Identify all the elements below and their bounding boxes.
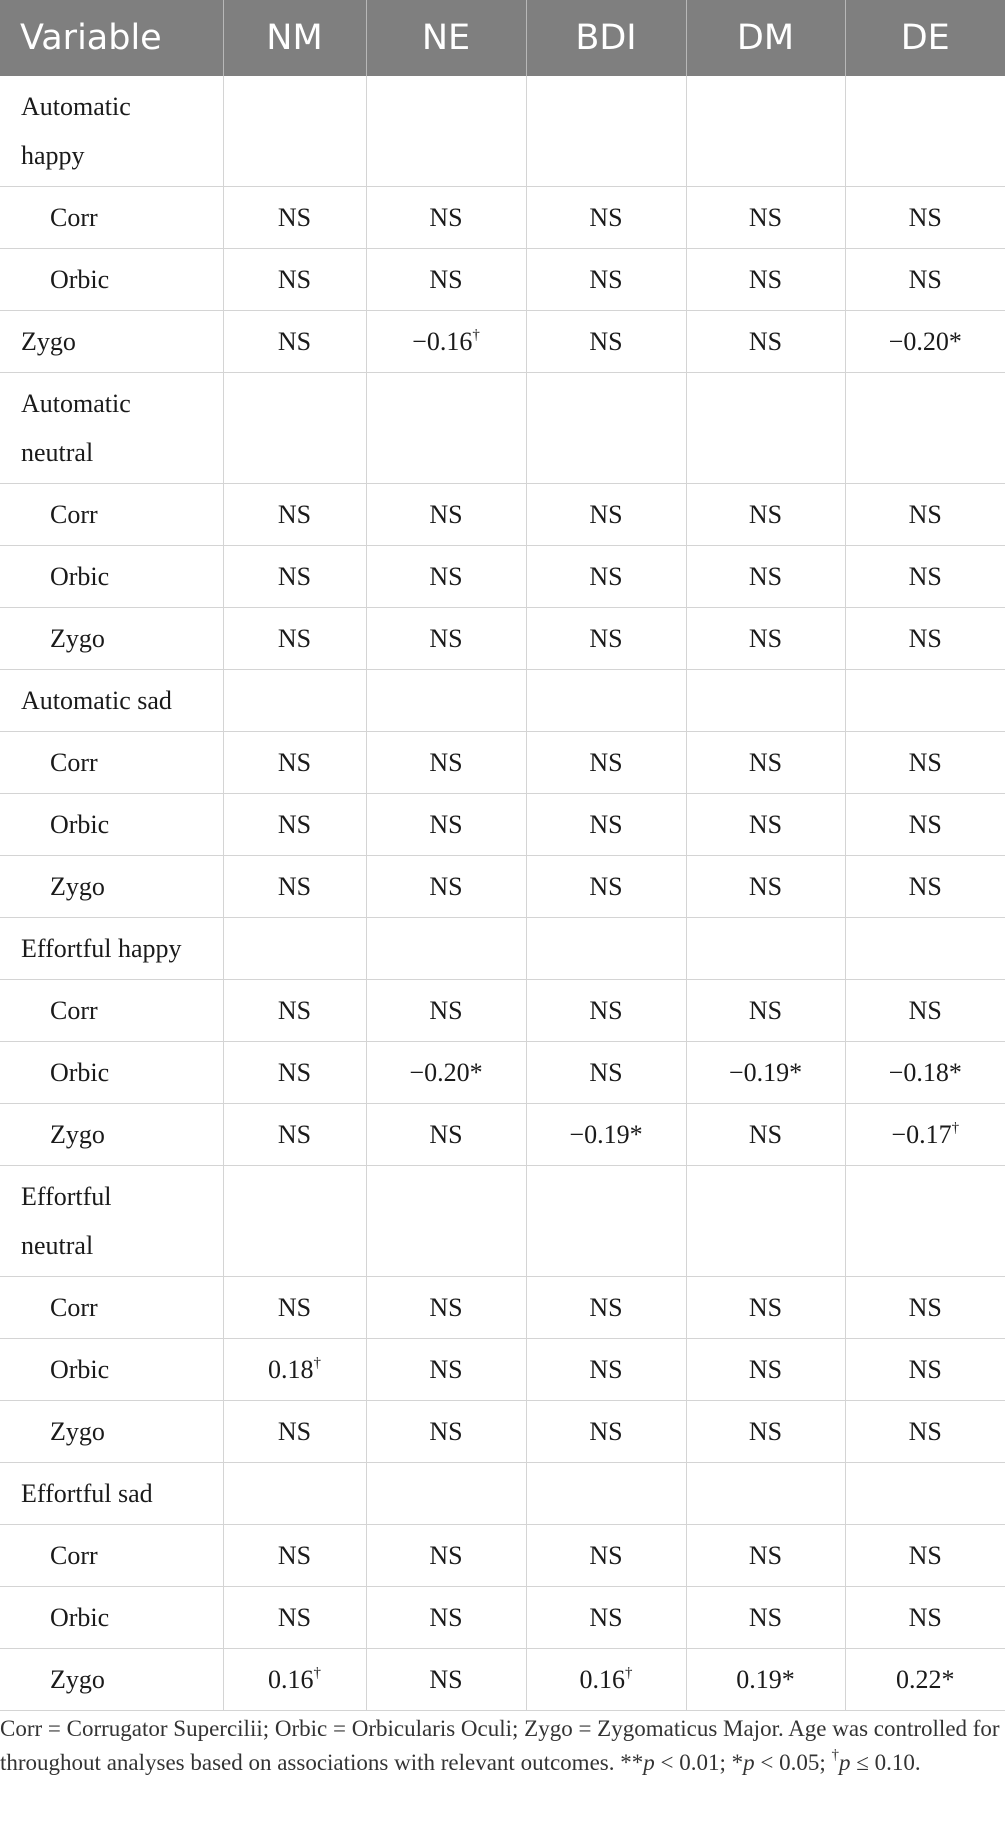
value-cell: NS <box>686 249 845 311</box>
table-row <box>0 794 1005 856</box>
row-label: Orbic <box>0 1339 223 1401</box>
value-cell: NS <box>686 856 845 918</box>
value-cell: NS <box>366 187 526 249</box>
row-label: Zygo <box>0 856 223 918</box>
row-label: Orbic <box>0 1042 223 1104</box>
value-cell: NS <box>526 546 686 608</box>
table-row <box>0 249 1005 311</box>
value-cell: NS <box>686 1277 845 1339</box>
table-row <box>0 484 1005 546</box>
value-cell: NS <box>366 1339 526 1401</box>
table-row <box>0 1339 1005 1401</box>
value-cell: NS <box>223 1277 366 1339</box>
group-empty-cell <box>223 670 366 732</box>
value-cell: NS <box>366 1587 526 1649</box>
value-cell: NS <box>526 1339 686 1401</box>
value-cell: NS <box>366 484 526 546</box>
row-label: Corr <box>0 1525 223 1587</box>
group-empty-cell <box>845 373 1005 484</box>
group-row <box>0 1166 1005 1277</box>
value-cell: NS <box>366 1649 526 1711</box>
value-cell: NS <box>366 1401 526 1463</box>
row-label: Zygo <box>0 1649 223 1711</box>
value-cell: −0.18* <box>845 1042 1005 1104</box>
group-empty-cell <box>686 1463 845 1525</box>
value-cell: NS <box>845 608 1005 670</box>
row-label: Corr <box>0 187 223 249</box>
table-row <box>0 1104 1005 1166</box>
value-cell: NS <box>366 794 526 856</box>
value-cell: NS <box>686 1339 845 1401</box>
value-cell: NS <box>526 187 686 249</box>
value-cell: NS <box>223 249 366 311</box>
value-cell: NS <box>526 980 686 1042</box>
value-cell: NS <box>686 546 845 608</box>
value-cell: NS <box>223 608 366 670</box>
value-cell: NS <box>526 1525 686 1587</box>
footnote-sig-mid: *p < 0.05; <box>731 1750 826 1775</box>
value-cell: NS <box>845 1277 1005 1339</box>
value-cell: NS <box>845 249 1005 311</box>
value-cell: NS <box>845 484 1005 546</box>
value-cell: NS <box>686 608 845 670</box>
table-row <box>0 980 1005 1042</box>
value-cell: NS <box>845 1587 1005 1649</box>
value-cell: NS <box>845 980 1005 1042</box>
row-label: Orbic <box>0 546 223 608</box>
value-cell: NS <box>686 1587 845 1649</box>
row-label: Corr <box>0 980 223 1042</box>
group-label: Automatic happy <box>0 76 223 187</box>
value-cell: NS <box>845 1401 1005 1463</box>
value-cell: NS <box>366 980 526 1042</box>
value-cell: NS <box>366 1104 526 1166</box>
group-empty-cell <box>526 918 686 980</box>
group-empty-cell <box>845 1463 1005 1525</box>
value-cell: NS <box>686 1401 845 1463</box>
table-row <box>0 856 1005 918</box>
value-cell: NS <box>223 1042 366 1104</box>
table-row <box>0 311 1005 373</box>
value-cell: NS <box>845 546 1005 608</box>
value-cell: −0.16† <box>366 311 526 373</box>
value-cell: NS <box>686 187 845 249</box>
table-row <box>0 187 1005 249</box>
table-footnote <box>0 1712 1000 1783</box>
value-cell: NS <box>223 856 366 918</box>
header-row <box>0 0 1005 76</box>
value-cell: NS <box>366 608 526 670</box>
value-cell: NS <box>526 1277 686 1339</box>
value-cell: NS <box>223 732 366 794</box>
value-cell: NS <box>526 1042 686 1104</box>
value-cell: 0.16† <box>223 1649 366 1711</box>
group-row <box>0 1463 1005 1525</box>
value-cell: NS <box>366 546 526 608</box>
group-empty-cell <box>526 76 686 187</box>
group-empty-cell <box>366 1463 526 1525</box>
value-cell: NS <box>223 1104 366 1166</box>
value-cell: NS <box>686 311 845 373</box>
group-empty-cell <box>366 76 526 187</box>
table-row <box>0 546 1005 608</box>
value-cell: NS <box>845 187 1005 249</box>
group-row <box>0 373 1005 484</box>
footnote-sig-strong: **p < 0.01; <box>620 1750 726 1775</box>
value-cell: −0.20* <box>366 1042 526 1104</box>
value-cell: NS <box>845 732 1005 794</box>
value-cell: NS <box>223 546 366 608</box>
header-ne: NE <box>366 0 526 76</box>
row-label: Zygo <box>0 1104 223 1166</box>
table-row <box>0 1277 1005 1339</box>
value-cell: NS <box>366 856 526 918</box>
value-cell: NS <box>223 1525 366 1587</box>
value-cell: NS <box>526 311 686 373</box>
value-cell: 0.19* <box>686 1649 845 1711</box>
value-cell: 0.18† <box>223 1339 366 1401</box>
footnote-abbreviations: Corr = Corrugator Supercilii; Orbic = Orbicularis Oculi; Zygo = Zygomaticus Major. Age was controlled for throughout analyses based on associations with relevant outcomes. <box>0 1716 1000 1775</box>
value-cell: 0.22* <box>845 1649 1005 1711</box>
value-cell: NS <box>686 1104 845 1166</box>
value-cell: NS <box>366 1277 526 1339</box>
value-cell: NS <box>686 484 845 546</box>
row-label: Zygo <box>0 608 223 670</box>
table-row <box>0 732 1005 794</box>
table-row <box>0 1042 1005 1104</box>
group-label: Effortful happy <box>0 918 223 980</box>
row-label: Corr <box>0 732 223 794</box>
value-cell: NS <box>526 1401 686 1463</box>
header-nm: NM <box>223 0 366 76</box>
group-row <box>0 918 1005 980</box>
value-cell: NS <box>366 249 526 311</box>
group-row <box>0 76 1005 187</box>
value-cell: NS <box>526 1587 686 1649</box>
value-cell: NS <box>223 1401 366 1463</box>
value-cell: NS <box>223 484 366 546</box>
group-empty-cell <box>223 1166 366 1277</box>
value-cell: 0.16† <box>526 1649 686 1711</box>
group-label: Automatic sad <box>0 670 223 732</box>
table-row <box>0 608 1005 670</box>
row-label: Orbic <box>0 249 223 311</box>
value-cell: NS <box>686 1525 845 1587</box>
group-empty-cell <box>223 76 366 187</box>
value-cell: NS <box>845 1339 1005 1401</box>
value-cell: NS <box>366 732 526 794</box>
table-row <box>0 1525 1005 1587</box>
table-header <box>0 0 1005 76</box>
value-cell: NS <box>526 856 686 918</box>
group-empty-cell <box>223 918 366 980</box>
header-variable: Variable <box>0 0 223 76</box>
footnote-sig-trend: †p ≤ 0.10. <box>831 1747 921 1775</box>
group-empty-cell <box>845 1166 1005 1277</box>
group-empty-cell <box>526 670 686 732</box>
group-empty-cell <box>845 918 1005 980</box>
value-cell: NS <box>686 980 845 1042</box>
value-cell: NS <box>526 608 686 670</box>
row-label: Corr <box>0 1277 223 1339</box>
value-cell: NS <box>526 484 686 546</box>
value-cell: NS <box>223 187 366 249</box>
value-cell: NS <box>526 249 686 311</box>
group-empty-cell <box>526 1166 686 1277</box>
table-row <box>0 1649 1005 1711</box>
value-cell: −0.19* <box>686 1042 845 1104</box>
group-label: Effortful neutral <box>0 1166 223 1277</box>
row-label: Zygo <box>0 311 223 373</box>
group-empty-cell <box>366 373 526 484</box>
group-empty-cell <box>686 373 845 484</box>
group-empty-cell <box>686 918 845 980</box>
group-empty-cell <box>686 1166 845 1277</box>
group-empty-cell <box>526 1463 686 1525</box>
group-empty-cell <box>366 670 526 732</box>
value-cell: NS <box>686 732 845 794</box>
value-cell: NS <box>223 311 366 373</box>
group-empty-cell <box>845 670 1005 732</box>
header-dm: DM <box>686 0 845 76</box>
group-empty-cell <box>686 670 845 732</box>
group-label: Effortful sad <box>0 1463 223 1525</box>
row-label: Orbic <box>0 1587 223 1649</box>
header-de: DE <box>845 0 1005 76</box>
row-label: Orbic <box>0 794 223 856</box>
value-cell: NS <box>223 794 366 856</box>
row-label: Corr <box>0 484 223 546</box>
group-empty-cell <box>366 1166 526 1277</box>
group-empty-cell <box>686 76 845 187</box>
value-cell: −0.20* <box>845 311 1005 373</box>
value-cell: NS <box>526 732 686 794</box>
header-bdi: BDI <box>526 0 686 76</box>
value-cell: NS <box>223 1587 366 1649</box>
group-row <box>0 670 1005 732</box>
group-empty-cell <box>223 373 366 484</box>
value-cell: NS <box>686 794 845 856</box>
group-empty-cell <box>526 373 686 484</box>
value-cell: −0.17† <box>845 1104 1005 1166</box>
group-label: Automatic neutral <box>0 373 223 484</box>
table-row <box>0 1587 1005 1649</box>
value-cell: NS <box>366 1525 526 1587</box>
value-cell: NS <box>526 794 686 856</box>
value-cell: −0.19* <box>526 1104 686 1166</box>
row-label: Zygo <box>0 1401 223 1463</box>
table-row <box>0 1401 1005 1463</box>
value-cell: NS <box>845 794 1005 856</box>
group-empty-cell <box>366 918 526 980</box>
table-body <box>0 76 1005 1711</box>
group-empty-cell <box>845 76 1005 187</box>
value-cell: NS <box>223 980 366 1042</box>
value-cell: NS <box>845 856 1005 918</box>
value-cell: NS <box>845 1525 1005 1587</box>
group-empty-cell <box>223 1463 366 1525</box>
